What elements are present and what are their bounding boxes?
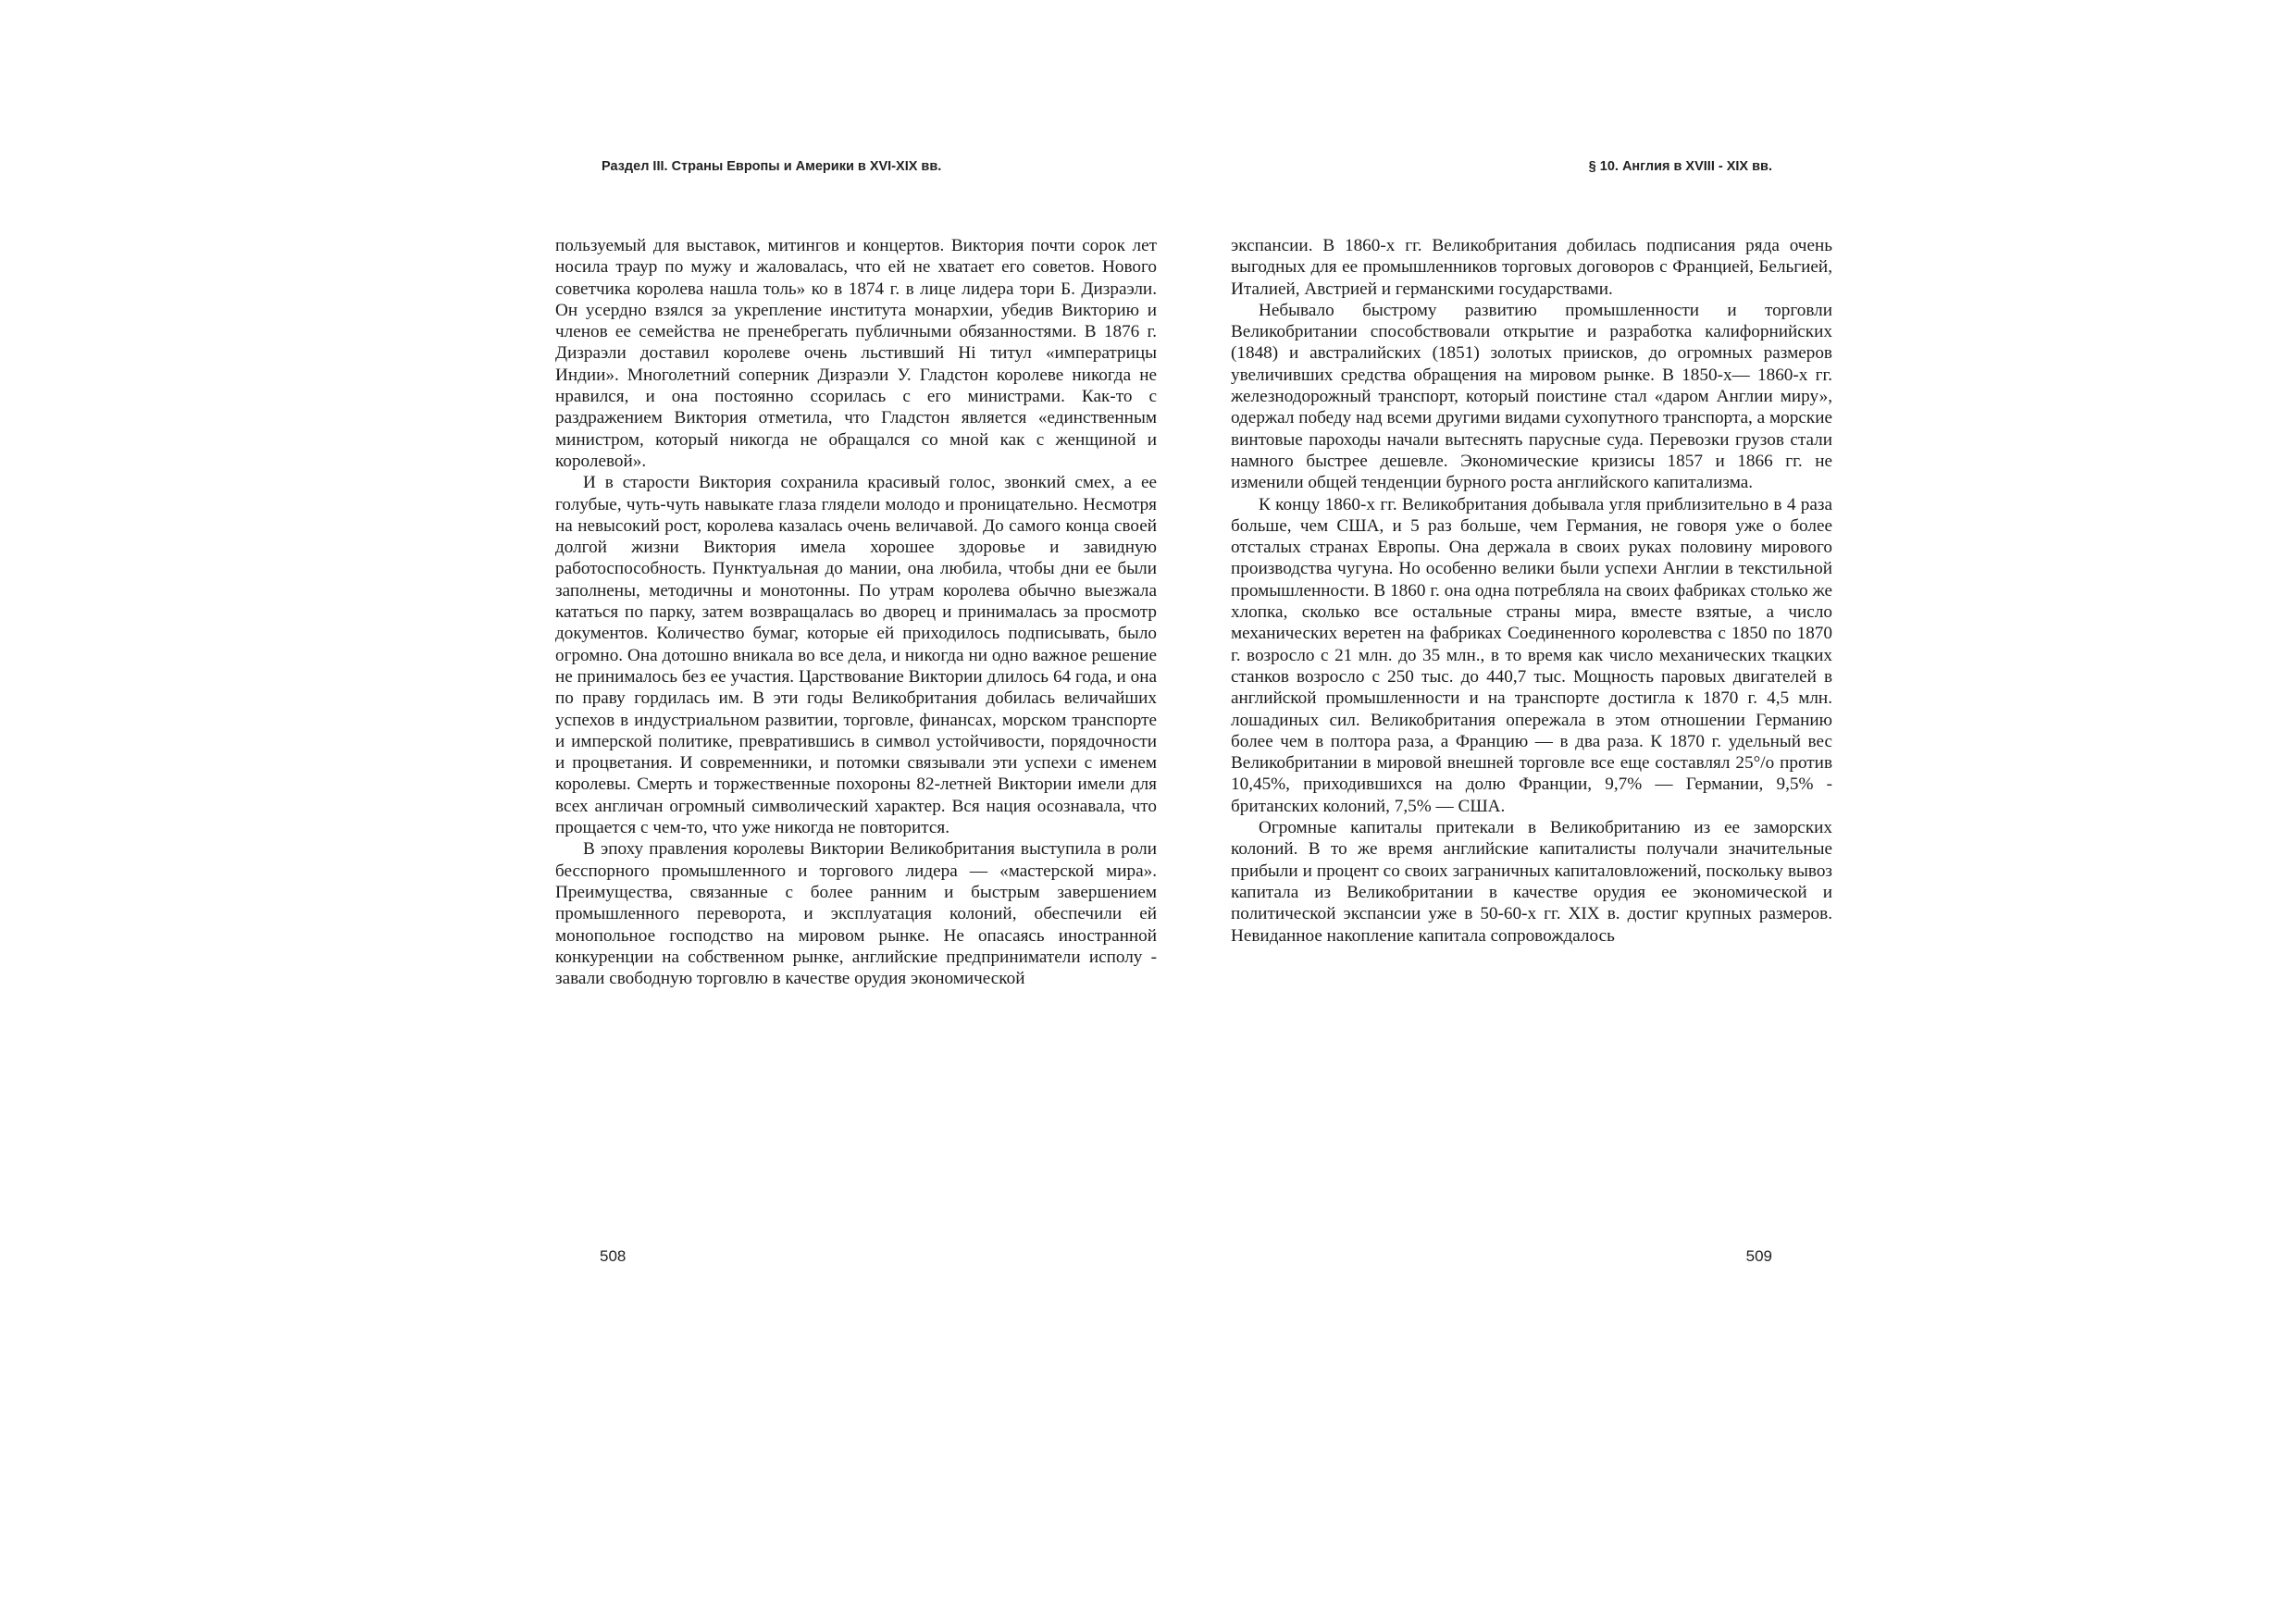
page-number-right: 509	[1745, 1247, 1772, 1265]
paragraph: К концу 1860-х гг. Великобритания добывала угля приблизительно в 4 раза больше, чем США, и 5 раз больше, чем Германия, не говоря уже о более отсталых странах Европы. Она держала в своих руках половину мирового производства чугуна. Но особенно велики были успехи Англии в текстильной промышленности. В 1860 г. она одна потребляла на своих фабриках столько же хлопка, сколько все остальные страны мира, вместе взятые, а число механических веретен на фабриках Соединенного королевства с 1850 по 1870 г. возросло с 21 млн. до 35 млн., в то время как число механических ткацких станков возросло с 250 тыс. до 440,7 тыс. Мощность паровых двигателей в английской промышленности и на транспорте достигла к 1870 г. 4,5 млн. лошадиных сил. Великобритания опережала в этом отношении Германию более чем в полтора раза, а Францию — в два раза. К 1870 г. удельный вес Великобритании в мировой внешней торговле все еще составлял 25°/о против 10,45%, приходившихся на долю Франции, 9,7% — Германии, 9,5% - британских колоний, 7,5% — США.	[1231, 494, 1832, 816]
body-text-right	[1231, 235, 1832, 947]
paragraph: И в старости Виктория сохранила красивый голос, звонкий смех, а ее голубые, чуть-чуть навыкате глаза глядели молодо и проницательно. Несмотря на невысокий рост, королева казалась очень величавой. До самого конца своей долгой жизни Виктория имела хорошее здоровье и завидную работоспособность. Пунктуальная до мании, она любила, чтобы дни ее были заполнены, методичны и монотонны. По утрам королева обычно выезжала кататься по парку, затем возвращалась во дворец и принималась за просмотр документов. Количество бумаг, которые ей приходилось подписывать, было огромно. Она дотошно вникала во все дела, и никогда ни одно важное решение не принималось без ее участия. Царствование Виктории длилось 64 года, и она по праву гордилась им. В эти годы Великобритания добилась величайших успехов в индустриальном развитии, торговле, финансах, морском транспорте и имперской политике, превратившись в символ устойчивости, порядочности и процветания. И современники, и потомки связывали эти успехи с именем королевы. Смерть и торжественные похороны 82-летней Виктории имели для всех англичан огромный символический характер. Вся нация осознавала, что прощается с чем-то, что уже никогда не повторится.	[555, 473, 1157, 838]
running-head-left: Раздел III. Страны Европы и Америки в XVI-XIX вв.	[602, 159, 942, 174]
paragraph: Огромные капиталы притекали в Великобританию из ее заморских колоний. В то же время английские капиталисты получали значительные прибыли и процент со своих заграничных капиталовложений, поскольку вывоз капитала из Великобритании в качестве орудия ее экономической и политической экспансии уже в 50-60-х гг. XIX в. достиг крупных размеров. Невиданное накопление капитала сопровождалось	[1231, 818, 1832, 946]
paragraph: Небывало быстрому развитию промышленности и торговли Великобритании способствовали открытие и разработка калифорнийских (1848) и австралийских (1851) золотых приисков, до огромных размеров увеличивших средства обращения на мировом рынке. В 1850-х— 1860-х гг. железнодорожный транспорт, который поистине стал «даром Англии миру», одержал победу над всеми другими видами сухопутного транспорта, а морские винтовые пароходы начали вытеснять парусные суда. Перевозки грузов стали намного быстрее дешевле. Экономические кризисы 1857 и 1866 гг. не изменили общей тенденции бурного роста английского капитализма.	[1231, 300, 1832, 493]
page-number-left: 508	[600, 1247, 627, 1265]
running-head-right: § 10. Англия в XVIII - XIX вв.	[1588, 159, 1772, 174]
paragraph: В эпоху правления королевы Виктории Великобритания выступила в роли бесспорного промышленного и торгового лидера — «мастерской мира». Преимущества, связанные с более ранним и быстрым завершением промышленного переворота, и эксплуатация колоний, обеспечили ей монопольное господство на мировом рынке. Не опасаясь иностранной конкуренции на собственном рынке, английские предприниматели исполу - завали свободную торговлю в качестве орудия экономической	[555, 839, 1157, 989]
paragraph: пользуемый для выставок, митингов и концертов. Виктория почти сорок лет носила траур по мужу и жаловалась, что ей не хватает его советов. Нового советчика королева нашла толь» ко в 1874 г. в лице лидера тори Б. Дизраэли. Он усердно взялся за укрепление института монархии, убедив Викторию и членов ее семейства не пренебрегать публичными обязанностями. В 1876 г. Дизраэли доставил королеве очень льстивший Hi титул «императрицы Индии». Многолетний соперник Дизраэли У. Гладстон королеве никогда не нравился, и она постоянно ссорилась с его министрами. Как-то с раздражением Виктория отметила, что Гладстон является «единственным министром, который никогда не обращался со мной как с женщиной и королевой».	[555, 236, 1157, 471]
paragraph: экспансии. В 1860-х гг. Великобритания добилась подписания ряда очень выгодных для ее промышленников торговых договоров с Францией, Бельгией, Италией, Австрией и германскими государствами.	[1231, 236, 1832, 299]
left-page	[555, 0, 1157, 1623]
right-page	[1231, 0, 1832, 1623]
body-text-left	[555, 235, 1157, 989]
